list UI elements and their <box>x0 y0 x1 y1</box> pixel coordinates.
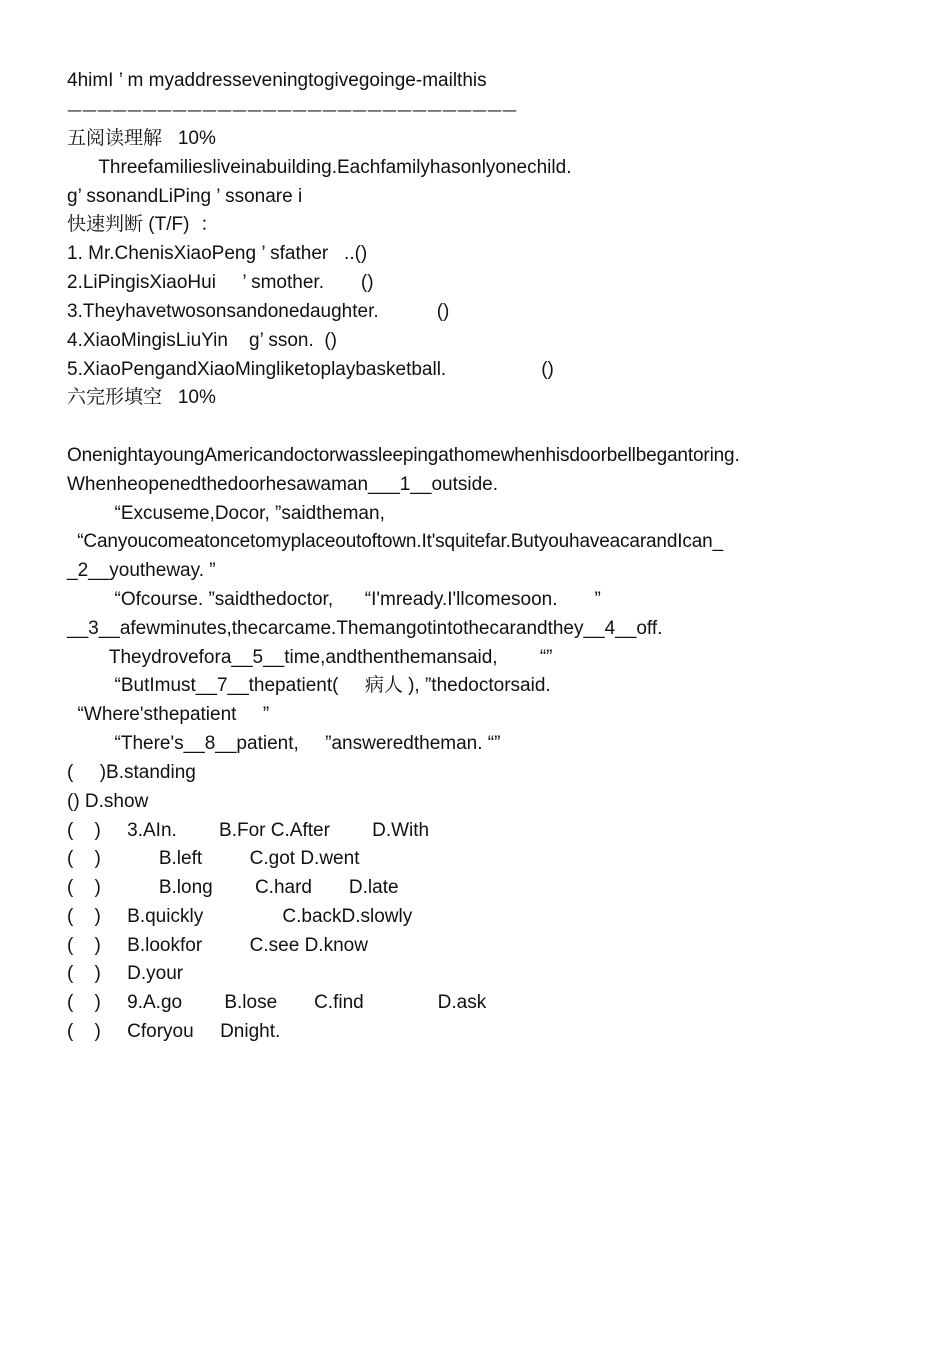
dash-separator: —————————————————————————————— <box>67 101 517 119</box>
option-line-6: ( ) B.quickly C.backD.slowly <box>67 906 413 927</box>
cloze-line-4: “Canyoucomeatoncetomyplaceoutoftown.It'squitefar.ButyouhaveacarandIcan_ <box>67 531 723 552</box>
option-line-9: ( ) 9.A.go B.lose C.find D.ask <box>67 992 487 1013</box>
option-line-1: ( )B.standing <box>67 762 196 783</box>
tf-question-2: 2.LiPingisXiaoHui ’ smother. () <box>67 272 374 293</box>
option-line-3: ( ) 3.AIn. B.For C.After D.With <box>67 820 430 841</box>
option-line-8: ( ) D.your <box>67 963 184 984</box>
tf-instruction: 快速判断 (T/F) ： <box>67 214 219 235</box>
cloze-line-11: “There's__8__patient, ”answeredtheman. “” <box>67 733 501 754</box>
option-line-2: () D.show <box>67 791 149 812</box>
section-heading-reading: 五阅读理解 10% <box>67 128 216 149</box>
cloze-line-9: “ButImust__7__thepatient( 病人 ), ”thedoctorsaid. <box>67 675 551 696</box>
cloze-line-1: OnenightayoungAmericandoctorwassleepingathomewhenhisdoorbellbegantoring. <box>67 445 740 466</box>
reading-paragraph: Threefamiliesliveinabuilding.Eachfamilyhasonlyonechild. <box>67 157 572 178</box>
option-line-5: ( ) B.long C.hard D.late <box>67 877 399 898</box>
option-line-7: ( ) B.lookfor C.see D.know <box>67 935 368 956</box>
text-line-header: 4himI ’ m myaddresseveningtogivegoinge-mailthis <box>67 70 487 91</box>
option-line-4: ( ) B.left C.got D.went <box>67 848 360 869</box>
tf-question-3: 3.Theyhavetwosonsandonedaughter. () <box>67 301 450 322</box>
option-line-10: ( ) Cforyou Dnight. <box>67 1021 281 1042</box>
tf-question-1: 1. Mr.ChenisXiaoPeng ’ sfather ..() <box>67 243 368 264</box>
tf-question-5: 5.XiaoPengandXiaoMingliketoplaybasketball. () <box>67 359 554 380</box>
cloze-line-10: “Where'sthepatient ” <box>67 704 270 725</box>
cloze-line-2: Whenheopenedthedoorhesawaman___1__outside. <box>67 474 499 495</box>
cloze-line-8: Theydrovefora__5__time,andthenthemansaid, “” <box>67 647 553 668</box>
cloze-line-3: “Excuseme,Docor, ”saidtheman, <box>67 503 385 524</box>
cloze-line-5: _2__youtheway. ” <box>67 560 216 581</box>
cloze-line-6: “Ofcourse. ”saidthedoctor, “I'mready.I'llcomesoon. ” <box>67 589 601 610</box>
section-heading-cloze: 六完形填空 10% <box>67 387 216 408</box>
cloze-line-7: __3__afewminutes,thecarcame.Themangotintothecarandthey__4__off. <box>67 618 663 639</box>
reading-paragraph-cont: g’ ssonandLiPing ’ ssonare i <box>67 186 303 207</box>
tf-question-4: 4.XiaoMingisLiuYin g’ sson. () <box>67 330 337 351</box>
